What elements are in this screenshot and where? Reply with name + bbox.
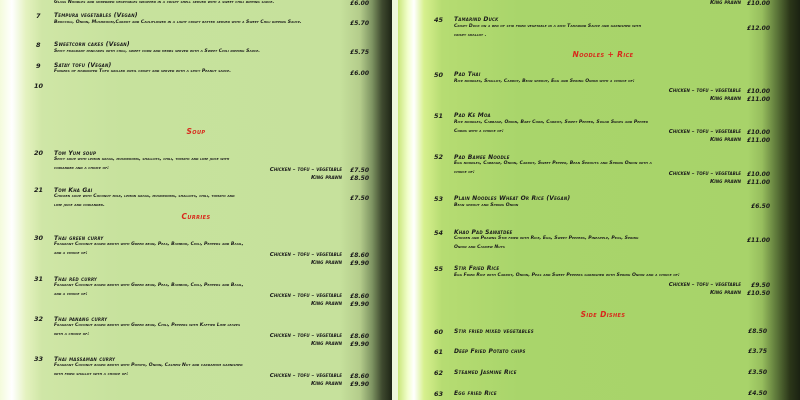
item-price: £4.50 xyxy=(748,390,767,397)
item-number: 51 xyxy=(434,112,444,120)
item-number: 8 xyxy=(36,41,41,49)
item-price: £6.00 xyxy=(350,70,369,77)
item-option-label: King prawn xyxy=(709,0,741,6)
item-number: 53 xyxy=(434,195,444,203)
item-option-price: £11.00 xyxy=(746,96,770,103)
item-option-price: £9.90 xyxy=(350,301,369,308)
item-description: Crispy Duck on a bed of stir fried vegetable in a rich Tamarind Sauce and garnished with crispy shallot . xyxy=(454,24,642,38)
item-option-price: £10.00 xyxy=(746,171,770,178)
item-option-price: £10.00 xyxy=(746,129,770,136)
item-name: Stir Fried Rice xyxy=(454,265,500,272)
item-price: £7.50 xyxy=(350,195,369,202)
item-description: Fragrant Coconut based broth with Green bean, Peas, Bamboo, Chili, Peppers and Basil, and a choice of: xyxy=(54,242,244,256)
item-number: 31 xyxy=(34,275,44,283)
item-option-price: £10.00 xyxy=(746,88,770,95)
item-number: 10 xyxy=(34,82,44,90)
item-price: £8.50 xyxy=(748,328,767,335)
item-name: Tamarind Duck xyxy=(454,16,499,23)
item-option-label: King prawn xyxy=(310,260,342,266)
item-price: £6.50 xyxy=(751,203,770,210)
item-description: Egg Fried Rice with Carrot, Onion, Peas and Sweet Peppers garnished with Spring Onion and a choice of: xyxy=(454,273,680,278)
item-option-label: King prawn xyxy=(310,175,342,181)
item-number: 7 xyxy=(36,12,41,20)
item-option-label: Chicken – tofu – vegetable xyxy=(269,333,342,339)
item-number: 62 xyxy=(434,369,444,377)
item-description: Spicy fragrant pancakes with chili, sweet corn and herbs served with a Sweet Chili dipping Sauce. xyxy=(54,49,261,54)
item-number: 20 xyxy=(34,149,44,157)
item-number: 21 xyxy=(34,186,44,194)
item-name: Deep Fried Potato chips xyxy=(454,348,526,355)
section-title-curries: Curries xyxy=(181,212,211,221)
item-name: Egg fried Rice xyxy=(454,390,497,397)
item-option-price: £8.60 xyxy=(350,333,369,340)
item-option-price: £11.00 xyxy=(746,179,770,186)
section-title-side-dishes: Side Dishes xyxy=(580,310,626,319)
item-description: Bean sprout and Spring Onion xyxy=(454,203,519,208)
section-title-soup: Soup xyxy=(186,127,206,136)
item-option-label: Chicken – tofu – vegetable xyxy=(269,252,342,258)
item-option-price: £10.50 xyxy=(746,290,770,297)
item-price: £5.75 xyxy=(350,49,369,56)
item-option-price: £10.00 xyxy=(746,0,770,7)
item-option-price: £9.50 xyxy=(751,282,770,289)
item-option-price: £8.60 xyxy=(350,373,369,380)
item-option-label: King prawn xyxy=(709,290,741,296)
item-name: Steamed Jasmine Rice xyxy=(454,369,517,376)
item-number: 32 xyxy=(34,315,44,323)
item-number: 55 xyxy=(434,265,444,273)
item-description: Rice noodles, Cabbage, Onion, Baby Corn, Carrot, Sweet Pepper, Sugar Snaps and Pepper Corns with a choice of: xyxy=(454,120,649,134)
item-description: Chicken soup with Coconut milk, lemon grass, mushrooms, shallots, chili, tomato and lime juice and coriander. xyxy=(54,194,235,208)
item-option-label: Chicken – tofu – vegetable xyxy=(668,171,741,177)
item-name: Khao Pad Sawatdee xyxy=(454,229,513,236)
item-description: Fingers of marinated Tofu grilled until crispy and served with a spicy Peanut sauce. xyxy=(54,69,231,74)
item-description: Chicken and Prawns Stir fried with Rice, Egg, Sweet Peppers, Pineapple, Peas, Spring Onion and Cashew Nuts xyxy=(454,236,639,250)
item-name: Tom Yum soup xyxy=(54,150,97,157)
item-price: £12.00 xyxy=(746,25,770,32)
item-option-label: Chicken – tofu – vegetable xyxy=(668,88,741,94)
item-option-label: King prawn xyxy=(310,301,342,307)
item-price: £5.70 xyxy=(350,20,369,27)
item-option-label: King prawn xyxy=(709,179,741,185)
item-option-label: Chicken – tofu – vegetable xyxy=(668,282,741,288)
item-name: Pad Thai xyxy=(454,71,481,78)
item-price: £3.50 xyxy=(748,369,767,376)
item-option-label: King prawn xyxy=(709,137,741,143)
item-price: £11.00 xyxy=(746,237,770,244)
item-name: Thai massaman curry xyxy=(54,356,116,363)
item-name: Thai red curry xyxy=(54,276,98,283)
item-option-label: Chicken – tofu – vegetable xyxy=(668,129,741,135)
item-description: Spicy soup with lemon grass, mushrooms, shallots, chili, tomato and lime juice with coriander and a choice of: xyxy=(54,157,230,171)
item-option-price: £8.60 xyxy=(350,293,369,300)
item-name: Sweetcorn cakes (Vegan) xyxy=(54,41,130,48)
item-option-label: Chicken – tofu – vegetable xyxy=(269,373,342,379)
item-number: 30 xyxy=(34,234,44,242)
item-name: Pad Bamee Noodle xyxy=(454,154,510,161)
item-number: 63 xyxy=(434,390,444,398)
item-number: 45 xyxy=(434,16,444,24)
item-description: Fragrant Coconut based broth with Green bean, Chili, Peppers with Kaffier Lime leaves with a choice of: xyxy=(54,323,241,337)
menu-page-right xyxy=(398,0,800,400)
item-name: Satay tofu (Vegan) xyxy=(54,62,112,69)
item-option-label: King prawn xyxy=(709,96,741,102)
item-number: 33 xyxy=(34,355,44,363)
item-name: Tempura vegetables (Vegan) xyxy=(54,12,138,19)
item-option-price: £7.50 xyxy=(350,167,369,174)
item-description: Fragrant Coconut based broth with Potato, Onion, Cashew Nut and cardamom garnished with fried shallot with a choice of: xyxy=(54,363,243,377)
item-name: Thai green curry xyxy=(54,235,104,242)
item-option-price: £8.60 xyxy=(350,252,369,259)
item-number: 61 xyxy=(434,348,444,356)
item-description: Egg noodles, Cabbage, Onion, Carrot, Sweet Pepper, Bean Sprouts and Spring Onion with a choice of: xyxy=(454,161,652,175)
section-title-noodles-rice: Noodles + Rice xyxy=(572,50,634,59)
item-number: 60 xyxy=(434,328,444,336)
item-name: Tom Kha Gai xyxy=(54,187,93,194)
item-name: Stir fried mixed vegetables xyxy=(454,328,534,335)
item-name: Thai panang curry xyxy=(54,316,108,323)
item-name: Pad Ke Moa xyxy=(454,112,491,119)
item-name: Plain Noodles Wheat Or Rice (Vegan) xyxy=(454,195,571,202)
item-number: 50 xyxy=(434,71,444,79)
menu-page-left xyxy=(0,0,392,400)
item-option-label: Chicken – tofu – vegetable xyxy=(269,167,342,173)
item-option-price: £9.90 xyxy=(350,381,369,388)
item-option-label: Chicken – tofu – vegetable xyxy=(269,293,342,299)
item-option-price: £9.90 xyxy=(350,341,369,348)
item-price: £3.75 xyxy=(748,348,767,355)
item-description: Fragrant Coconut based broth with Green bean, Peas, Bamboo, Chili, Peppers and Basil, and a choice of: xyxy=(54,283,244,297)
item-number: 54 xyxy=(434,229,444,237)
item-description: Broccoli, Onion, Mushroom,Carrot and Cauliflower in a light crispy batter served with a Sweet Chili dipping Sauce. xyxy=(54,20,302,25)
item-description: Rice noodles, Shallot, Carrot, Bean sprout, Egg and Spring Onion with a choice of: xyxy=(454,79,635,84)
item-price: £6.00 xyxy=(350,0,369,7)
item-option-price: £8.50 xyxy=(350,175,369,182)
item-number: 52 xyxy=(434,153,444,161)
item-description: Glass Noodles and shredded vegetables wrapped in a crispy shell served with a sweet chili dipping sauce. xyxy=(54,0,275,5)
item-option-price: £11.00 xyxy=(746,137,770,144)
item-number: 9 xyxy=(36,62,41,70)
item-option-price: £9.90 xyxy=(350,260,369,267)
item-option-label: King prawn xyxy=(310,381,342,387)
item-option-label: King prawn xyxy=(310,341,342,347)
